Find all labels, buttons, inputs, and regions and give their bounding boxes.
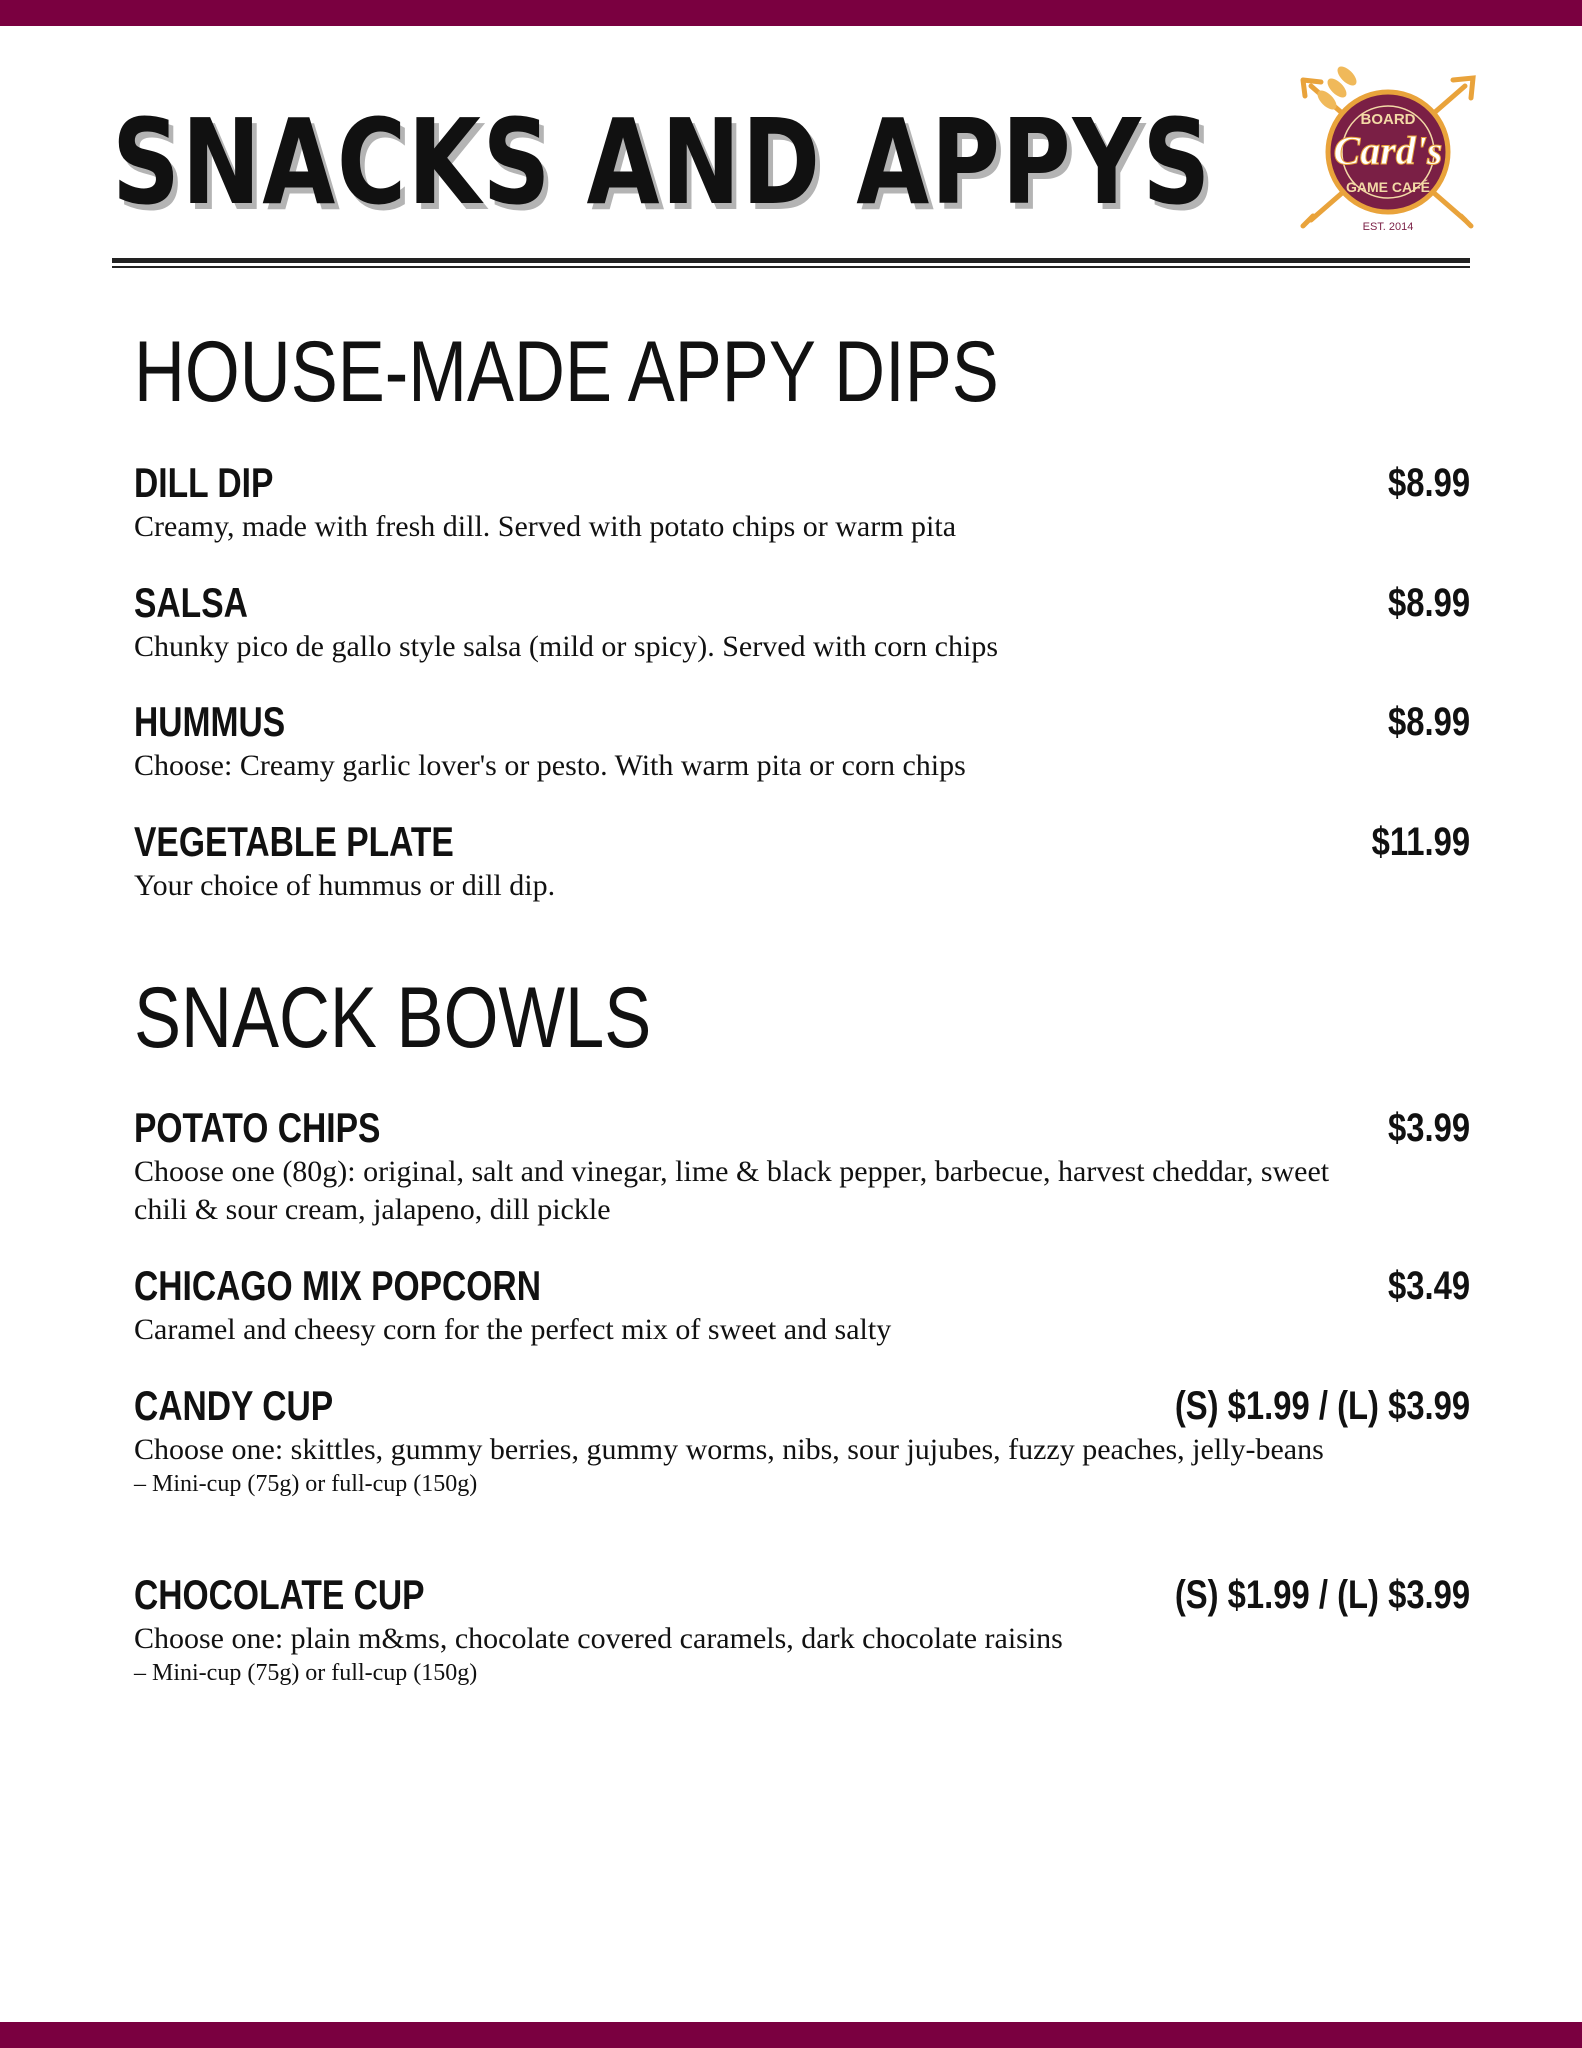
item-name: CHICAGO MIX POPCORN [134, 1262, 541, 1309]
menu-item [134, 817, 1470, 905]
item-price: (S) $1.99 / (L) $3.99 [1174, 1384, 1470, 1428]
item-description: Choose: Creamy garlic lover's or pesto. With warm pita or corn chips [134, 749, 966, 782]
item-note: – Mini-cup (75g) or full-cup (150g) [134, 1471, 478, 1497]
item-description: Choose one (80g): original, salt and vinegar, lime & black pepper, barbecue, harvest cheddar, sweet chili & sour cream, jalapeno, dill pickle [134, 1155, 1330, 1226]
section-title-snack-bowls: SNACK BOWLS [134, 970, 652, 1066]
item-description: Choose one: skittles, gummy berries, gummy worms, nibs, sour jujubes, fuzzy peaches, jelly-beans [134, 1433, 1324, 1466]
menu-item [134, 458, 1470, 546]
section-title-appy-dips: HOUSE-MADE APPY DIPS [134, 324, 999, 420]
item-name: CHOCOLATE CUP [134, 1571, 425, 1618]
top-border-bar [0, 0, 1582, 26]
item-description: Creamy, made with fresh dill. Served with potato chips or warm pita [134, 510, 957, 543]
item-price: $11.99 [1371, 820, 1470, 864]
item-name: SALSA [134, 579, 248, 626]
menu-item [134, 1261, 1470, 1349]
item-note: – Mini-cup (75g) or full-cup (150g) [134, 1660, 478, 1686]
menu-item [134, 1381, 1470, 1499]
item-price: $8.99 [1387, 461, 1470, 505]
item-name: DILL DIP [134, 459, 274, 506]
item-description: Your choice of hummus or dill dip. [134, 869, 556, 902]
item-price: $3.99 [1387, 1106, 1470, 1150]
logo-est: EST. 2014 [1362, 221, 1414, 233]
logo-wordmark: Card's [1333, 128, 1443, 173]
menu-item [134, 1103, 1470, 1229]
item-name: HUMMUS [134, 698, 286, 745]
cafe-logo [1293, 66, 1483, 236]
item-name: VEGETABLE PLATE [134, 818, 454, 865]
item-price: (S) $1.99 / (L) $3.99 [1174, 1573, 1470, 1617]
bottom-border-bar [0, 2022, 1582, 2048]
menu-item [134, 697, 1470, 785]
title-divider-thin [112, 266, 1470, 268]
title-divider [112, 258, 1470, 263]
item-price: $3.49 [1387, 1264, 1470, 1308]
item-description: Chunky pico de gallo style salsa (mild or spicy). Served with corn chips [134, 630, 999, 663]
logo-arc-bottom: GAME CAFÉ [1346, 179, 1430, 195]
logo-arc-top: BOARD [1360, 111, 1416, 128]
item-name: POTATO CHIPS [134, 1104, 381, 1151]
page-title: SNACKS AND APPYS [112, 93, 1212, 231]
menu-item [134, 578, 1470, 666]
item-description: Caramel and cheesy corn for the perfect mix of sweet and salty [134, 1313, 892, 1346]
item-price: $8.99 [1387, 700, 1470, 744]
item-description: Choose one: plain m&ms, chocolate covered caramels, dark chocolate raisins [134, 1622, 1063, 1655]
item-price: $8.99 [1387, 581, 1470, 625]
item-name: CANDY CUP [134, 1382, 334, 1429]
menu-item [134, 1570, 1470, 1688]
